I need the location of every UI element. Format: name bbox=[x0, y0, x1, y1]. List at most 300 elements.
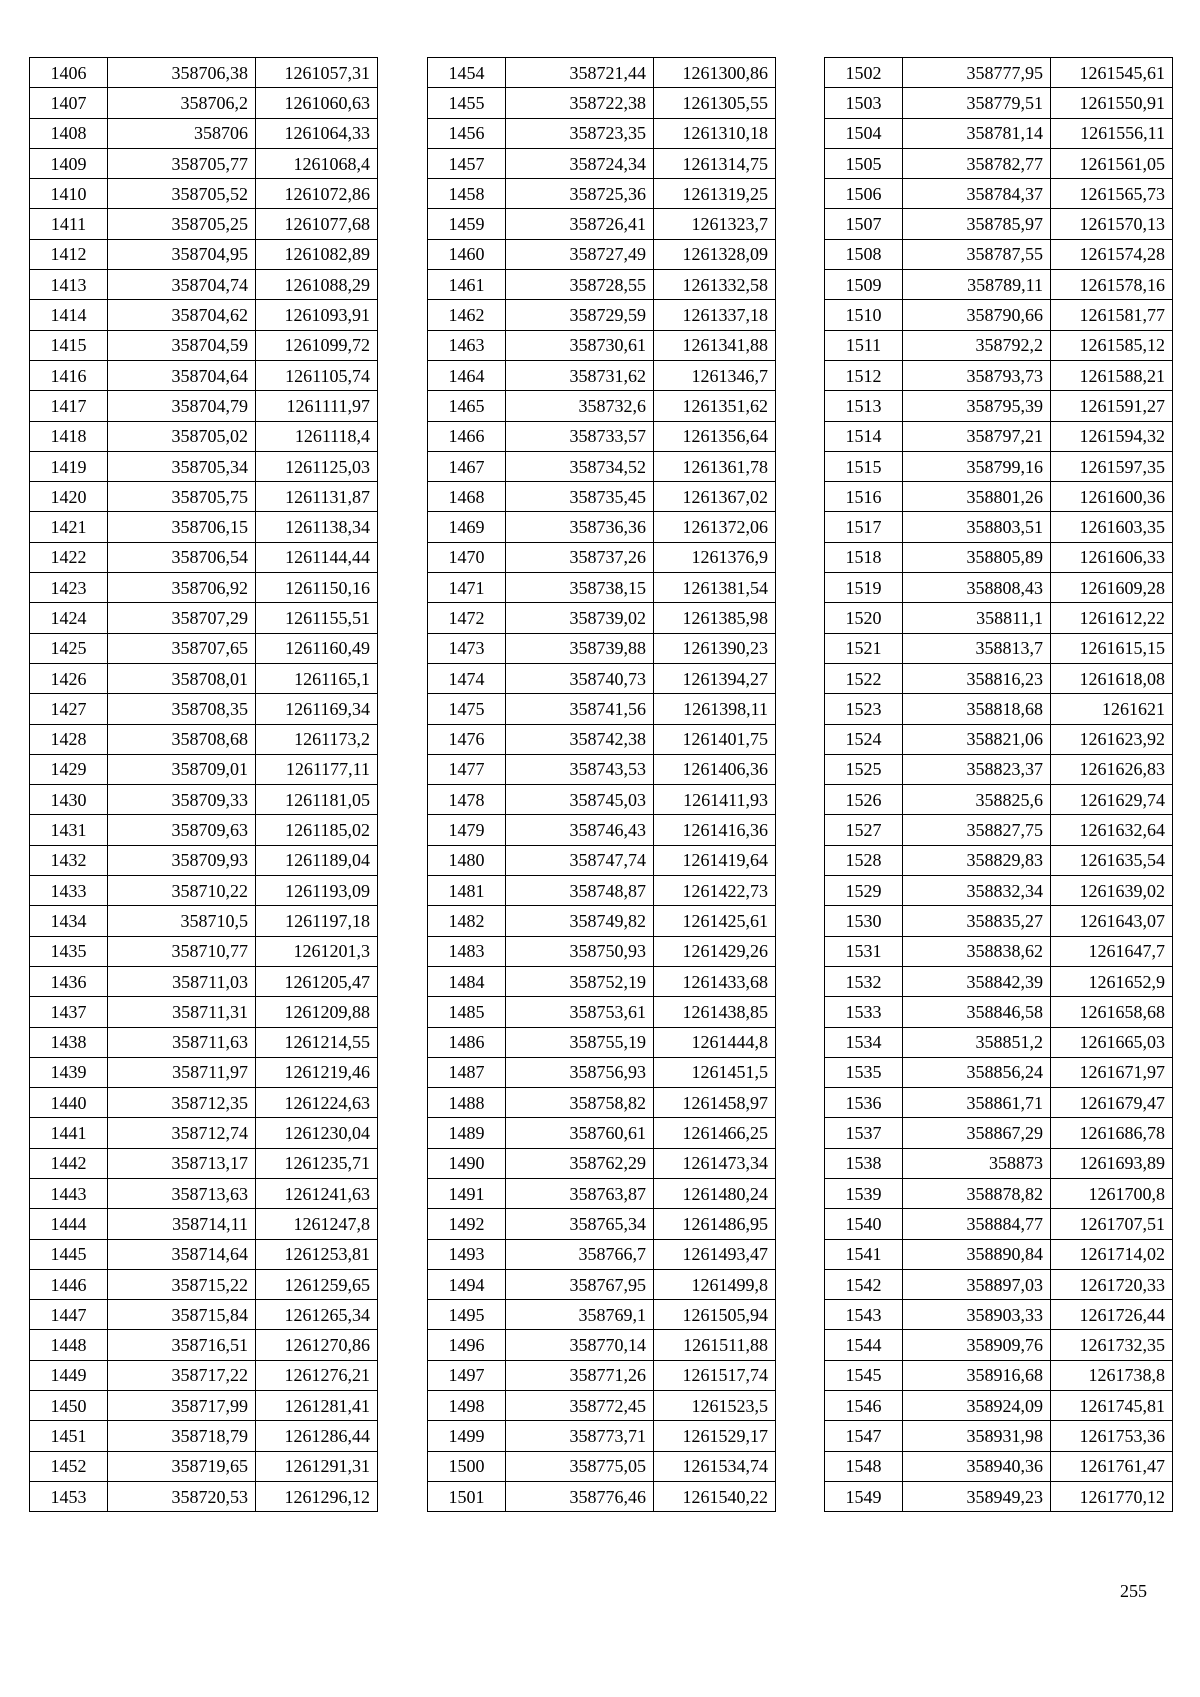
y-coordinate-cell: 1261416,36 bbox=[654, 815, 776, 845]
y-coordinate-cell: 1261561,05 bbox=[1051, 148, 1173, 178]
table-row bbox=[30, 209, 378, 239]
table-row bbox=[30, 1269, 378, 1299]
y-coordinate-cell: 1261629,74 bbox=[1051, 785, 1173, 815]
x-coordinate-cell: 358838,62 bbox=[903, 936, 1051, 966]
x-coordinate-cell: 358811,1 bbox=[903, 603, 1051, 633]
y-coordinate-cell: 1261652,9 bbox=[1051, 966, 1173, 996]
point-number-cell: 1460 bbox=[428, 239, 506, 269]
y-coordinate-cell: 1261351,62 bbox=[654, 391, 776, 421]
point-number-cell: 1446 bbox=[30, 1269, 108, 1299]
table-row bbox=[428, 239, 776, 269]
x-coordinate-cell: 358714,64 bbox=[108, 1239, 256, 1269]
y-coordinate-cell: 1261609,28 bbox=[1051, 573, 1173, 603]
table-row bbox=[30, 118, 378, 148]
x-coordinate-cell: 358722,38 bbox=[506, 88, 654, 118]
x-coordinate-cell: 358746,43 bbox=[506, 815, 654, 845]
y-coordinate-cell: 1261072,86 bbox=[256, 179, 378, 209]
table-row bbox=[428, 148, 776, 178]
point-number-cell: 1544 bbox=[825, 1330, 903, 1360]
point-number-cell: 1483 bbox=[428, 936, 506, 966]
table-row bbox=[30, 1178, 378, 1208]
point-number-cell: 1443 bbox=[30, 1178, 108, 1208]
x-coordinate-cell: 358832,34 bbox=[903, 876, 1051, 906]
table-row bbox=[428, 1057, 776, 1087]
y-coordinate-cell: 1261618,08 bbox=[1051, 663, 1173, 693]
table-row bbox=[825, 239, 1173, 269]
y-coordinate-cell: 1261693,89 bbox=[1051, 1148, 1173, 1178]
x-coordinate-cell: 358705,25 bbox=[108, 209, 256, 239]
table-row bbox=[30, 542, 378, 572]
table-row bbox=[825, 482, 1173, 512]
x-coordinate-cell: 358736,36 bbox=[506, 512, 654, 542]
point-number-cell: 1455 bbox=[428, 88, 506, 118]
point-number-cell: 1522 bbox=[825, 663, 903, 693]
x-coordinate-cell: 358735,45 bbox=[506, 482, 654, 512]
table-row bbox=[428, 58, 776, 88]
point-number-cell: 1474 bbox=[428, 663, 506, 693]
point-number-cell: 1448 bbox=[30, 1330, 108, 1360]
y-coordinate-cell: 1261585,12 bbox=[1051, 330, 1173, 360]
y-coordinate-cell: 1261753,36 bbox=[1051, 1421, 1173, 1451]
table-row bbox=[30, 1360, 378, 1390]
point-number-cell: 1501 bbox=[428, 1481, 506, 1511]
x-coordinate-cell: 358713,17 bbox=[108, 1148, 256, 1178]
point-number-cell: 1450 bbox=[30, 1391, 108, 1421]
point-number-cell: 1482 bbox=[428, 906, 506, 936]
y-coordinate-cell: 1261738,8 bbox=[1051, 1360, 1173, 1390]
y-coordinate-cell: 1261281,41 bbox=[256, 1391, 378, 1421]
x-coordinate-cell: 358704,79 bbox=[108, 391, 256, 421]
point-number-cell: 1461 bbox=[428, 270, 506, 300]
x-coordinate-cell: 358750,93 bbox=[506, 936, 654, 966]
point-number-cell: 1428 bbox=[30, 724, 108, 754]
x-coordinate-cell: 358779,51 bbox=[903, 88, 1051, 118]
table-row bbox=[825, 1148, 1173, 1178]
table-row bbox=[428, 906, 776, 936]
y-coordinate-cell: 1261451,5 bbox=[654, 1057, 776, 1087]
point-number-cell: 1514 bbox=[825, 421, 903, 451]
table-row bbox=[825, 1360, 1173, 1390]
point-number-cell: 1539 bbox=[825, 1178, 903, 1208]
x-coordinate-cell: 358775,05 bbox=[506, 1451, 654, 1481]
x-coordinate-cell: 358704,95 bbox=[108, 239, 256, 269]
point-number-cell: 1540 bbox=[825, 1209, 903, 1239]
point-number-cell: 1473 bbox=[428, 633, 506, 663]
table-row bbox=[428, 845, 776, 875]
y-coordinate-cell: 1261241,63 bbox=[256, 1178, 378, 1208]
table-row bbox=[825, 573, 1173, 603]
table-row bbox=[30, 997, 378, 1027]
table-row bbox=[30, 270, 378, 300]
table-row bbox=[825, 58, 1173, 88]
y-coordinate-cell: 1261189,04 bbox=[256, 845, 378, 875]
x-coordinate-cell: 358795,39 bbox=[903, 391, 1051, 421]
y-coordinate-cell: 1261540,22 bbox=[654, 1481, 776, 1511]
point-number-cell: 1516 bbox=[825, 482, 903, 512]
y-coordinate-cell: 1261337,18 bbox=[654, 300, 776, 330]
table-row bbox=[428, 88, 776, 118]
point-number-cell: 1465 bbox=[428, 391, 506, 421]
table-row bbox=[30, 663, 378, 693]
y-coordinate-cell: 1261473,34 bbox=[654, 1148, 776, 1178]
point-number-cell: 1477 bbox=[428, 754, 506, 784]
point-number-cell: 1407 bbox=[30, 88, 108, 118]
x-coordinate-cell: 358733,57 bbox=[506, 421, 654, 451]
point-number-cell: 1440 bbox=[30, 1088, 108, 1118]
x-coordinate-cell: 358740,73 bbox=[506, 663, 654, 693]
y-coordinate-cell: 1261181,05 bbox=[256, 785, 378, 815]
table-row bbox=[30, 633, 378, 663]
table-row bbox=[428, 966, 776, 996]
y-coordinate-cell: 1261235,71 bbox=[256, 1148, 378, 1178]
x-coordinate-cell: 358745,03 bbox=[506, 785, 654, 815]
x-coordinate-cell: 358742,38 bbox=[506, 724, 654, 754]
table-row bbox=[30, 1088, 378, 1118]
table-row bbox=[428, 270, 776, 300]
x-coordinate-cell: 358708,01 bbox=[108, 663, 256, 693]
x-coordinate-cell: 358762,29 bbox=[506, 1148, 654, 1178]
table-row bbox=[428, 815, 776, 845]
table-row bbox=[30, 330, 378, 360]
table-row bbox=[428, 512, 776, 542]
point-number-cell: 1486 bbox=[428, 1027, 506, 1057]
point-number-cell: 1463 bbox=[428, 330, 506, 360]
point-number-cell: 1512 bbox=[825, 360, 903, 390]
point-number-cell: 1411 bbox=[30, 209, 108, 239]
table-row bbox=[825, 1178, 1173, 1208]
point-number-cell: 1533 bbox=[825, 997, 903, 1027]
y-coordinate-cell: 1261372,06 bbox=[654, 512, 776, 542]
table-row bbox=[825, 451, 1173, 481]
table-row bbox=[825, 330, 1173, 360]
x-coordinate-cell: 358727,49 bbox=[506, 239, 654, 269]
y-coordinate-cell: 1261253,81 bbox=[256, 1239, 378, 1269]
x-coordinate-cell: 358710,22 bbox=[108, 876, 256, 906]
table-row bbox=[825, 724, 1173, 754]
table-row bbox=[428, 724, 776, 754]
x-coordinate-cell: 358743,53 bbox=[506, 754, 654, 784]
page-number: 255 bbox=[1120, 1581, 1147, 1601]
y-coordinate-cell: 1261639,02 bbox=[1051, 876, 1173, 906]
point-number-cell: 1500 bbox=[428, 1451, 506, 1481]
x-coordinate-cell: 358782,77 bbox=[903, 148, 1051, 178]
y-coordinate-cell: 1261581,77 bbox=[1051, 300, 1173, 330]
table-row bbox=[428, 1421, 776, 1451]
y-coordinate-cell: 1261125,03 bbox=[256, 451, 378, 481]
x-coordinate-cell: 358949,23 bbox=[903, 1481, 1051, 1511]
point-number-cell: 1406 bbox=[30, 58, 108, 88]
point-number-cell: 1536 bbox=[825, 1088, 903, 1118]
y-coordinate-cell: 1261480,24 bbox=[654, 1178, 776, 1208]
point-number-cell: 1538 bbox=[825, 1148, 903, 1178]
table-row bbox=[825, 997, 1173, 1027]
point-number-cell: 1431 bbox=[30, 815, 108, 845]
y-coordinate-cell: 1261588,21 bbox=[1051, 360, 1173, 390]
y-coordinate-cell: 1261165,1 bbox=[256, 663, 378, 693]
y-coordinate-cell: 1261658,68 bbox=[1051, 997, 1173, 1027]
x-coordinate-cell: 358720,53 bbox=[108, 1481, 256, 1511]
y-coordinate-cell: 1261105,74 bbox=[256, 360, 378, 390]
x-coordinate-cell: 358705,77 bbox=[108, 148, 256, 178]
x-coordinate-cell: 358721,44 bbox=[506, 58, 654, 88]
table-row bbox=[428, 785, 776, 815]
x-coordinate-cell: 358776,46 bbox=[506, 1481, 654, 1511]
y-coordinate-cell: 1261422,73 bbox=[654, 876, 776, 906]
x-coordinate-cell: 358797,21 bbox=[903, 421, 1051, 451]
table-row bbox=[30, 785, 378, 815]
y-coordinate-cell: 1261425,61 bbox=[654, 906, 776, 936]
x-coordinate-cell: 358741,56 bbox=[506, 694, 654, 724]
y-coordinate-cell: 1261726,44 bbox=[1051, 1300, 1173, 1330]
table-row bbox=[428, 482, 776, 512]
x-coordinate-cell: 358816,23 bbox=[903, 663, 1051, 693]
x-coordinate-cell: 358916,68 bbox=[903, 1360, 1051, 1390]
x-coordinate-cell: 358790,66 bbox=[903, 300, 1051, 330]
x-coordinate-cell: 358704,59 bbox=[108, 330, 256, 360]
y-coordinate-cell: 1261591,27 bbox=[1051, 391, 1173, 421]
y-coordinate-cell: 1261565,73 bbox=[1051, 179, 1173, 209]
table-row bbox=[825, 88, 1173, 118]
point-number-cell: 1532 bbox=[825, 966, 903, 996]
y-coordinate-cell: 1261621 bbox=[1051, 694, 1173, 724]
point-number-cell: 1518 bbox=[825, 542, 903, 572]
point-number-cell: 1528 bbox=[825, 845, 903, 875]
point-number-cell: 1426 bbox=[30, 663, 108, 693]
point-number-cell: 1427 bbox=[30, 694, 108, 724]
table-row bbox=[428, 603, 776, 633]
point-number-cell: 1508 bbox=[825, 239, 903, 269]
x-coordinate-cell: 358784,37 bbox=[903, 179, 1051, 209]
table-row bbox=[30, 360, 378, 390]
y-coordinate-cell: 1261493,47 bbox=[654, 1239, 776, 1269]
point-number-cell: 1531 bbox=[825, 936, 903, 966]
point-number-cell: 1413 bbox=[30, 270, 108, 300]
y-coordinate-cell: 1261770,12 bbox=[1051, 1481, 1173, 1511]
x-coordinate-cell: 358931,98 bbox=[903, 1421, 1051, 1451]
x-coordinate-cell: 358825,6 bbox=[903, 785, 1051, 815]
point-number-cell: 1530 bbox=[825, 906, 903, 936]
x-coordinate-cell: 358777,95 bbox=[903, 58, 1051, 88]
table-row bbox=[825, 936, 1173, 966]
y-coordinate-cell: 1261606,33 bbox=[1051, 542, 1173, 572]
x-coordinate-cell: 358753,61 bbox=[506, 997, 654, 1027]
table-row bbox=[30, 421, 378, 451]
table-row bbox=[30, 58, 378, 88]
y-coordinate-cell: 1261594,32 bbox=[1051, 421, 1173, 451]
x-coordinate-cell: 358799,16 bbox=[903, 451, 1051, 481]
table-row bbox=[428, 330, 776, 360]
table-row bbox=[30, 1300, 378, 1330]
x-coordinate-cell: 358706,15 bbox=[108, 512, 256, 542]
y-coordinate-cell: 1261499,8 bbox=[654, 1269, 776, 1299]
x-coordinate-cell: 358715,22 bbox=[108, 1269, 256, 1299]
point-number-cell: 1457 bbox=[428, 148, 506, 178]
table-row bbox=[428, 360, 776, 390]
table-row bbox=[825, 754, 1173, 784]
y-coordinate-cell: 1261300,86 bbox=[654, 58, 776, 88]
x-coordinate-cell: 358846,58 bbox=[903, 997, 1051, 1027]
table-row bbox=[428, 209, 776, 239]
point-number-cell: 1525 bbox=[825, 754, 903, 784]
x-coordinate-cell: 358724,34 bbox=[506, 148, 654, 178]
x-coordinate-cell: 358739,02 bbox=[506, 603, 654, 633]
y-coordinate-cell: 1261444,8 bbox=[654, 1027, 776, 1057]
y-coordinate-cell: 1261511,88 bbox=[654, 1330, 776, 1360]
table-row bbox=[825, 300, 1173, 330]
table-row bbox=[428, 300, 776, 330]
point-number-cell: 1436 bbox=[30, 966, 108, 996]
x-coordinate-cell: 358706,2 bbox=[108, 88, 256, 118]
y-coordinate-cell: 1261761,47 bbox=[1051, 1451, 1173, 1481]
table-row bbox=[428, 451, 776, 481]
point-number-cell: 1504 bbox=[825, 118, 903, 148]
y-coordinate-cell: 1261745,81 bbox=[1051, 1391, 1173, 1421]
point-number-cell: 1432 bbox=[30, 845, 108, 875]
point-number-cell: 1441 bbox=[30, 1118, 108, 1148]
table-row bbox=[30, 1209, 378, 1239]
table-row bbox=[825, 421, 1173, 451]
x-coordinate-cell: 358705,75 bbox=[108, 482, 256, 512]
x-coordinate-cell: 358765,34 bbox=[506, 1209, 654, 1239]
point-number-cell: 1422 bbox=[30, 542, 108, 572]
table-row bbox=[30, 845, 378, 875]
table-row bbox=[30, 148, 378, 178]
y-coordinate-cell: 1261319,25 bbox=[654, 179, 776, 209]
point-number-cell: 1464 bbox=[428, 360, 506, 390]
point-number-cell: 1484 bbox=[428, 966, 506, 996]
y-coordinate-cell: 1261077,68 bbox=[256, 209, 378, 239]
point-number-cell: 1421 bbox=[30, 512, 108, 542]
point-number-cell: 1545 bbox=[825, 1360, 903, 1390]
table-row bbox=[825, 876, 1173, 906]
y-coordinate-cell: 1261626,83 bbox=[1051, 754, 1173, 784]
x-coordinate-cell: 358709,93 bbox=[108, 845, 256, 875]
table-row bbox=[30, 512, 378, 542]
y-coordinate-cell: 1261205,47 bbox=[256, 966, 378, 996]
x-coordinate-cell: 358821,06 bbox=[903, 724, 1051, 754]
point-number-cell: 1451 bbox=[30, 1421, 108, 1451]
x-coordinate-cell: 358909,76 bbox=[903, 1330, 1051, 1360]
table-row bbox=[428, 694, 776, 724]
y-coordinate-cell: 1261411,93 bbox=[654, 785, 776, 815]
y-coordinate-cell: 1261160,49 bbox=[256, 633, 378, 663]
point-number-cell: 1471 bbox=[428, 573, 506, 603]
y-coordinate-cell: 1261247,8 bbox=[256, 1209, 378, 1239]
point-number-cell: 1527 bbox=[825, 815, 903, 845]
y-coordinate-cell: 1261118,4 bbox=[256, 421, 378, 451]
table-row bbox=[30, 603, 378, 633]
point-number-cell: 1506 bbox=[825, 179, 903, 209]
y-coordinate-cell: 1261550,91 bbox=[1051, 88, 1173, 118]
point-number-cell: 1537 bbox=[825, 1118, 903, 1148]
y-coordinate-cell: 1261064,33 bbox=[256, 118, 378, 148]
table-row bbox=[30, 451, 378, 481]
point-number-cell: 1485 bbox=[428, 997, 506, 1027]
y-coordinate-cell: 1261177,11 bbox=[256, 754, 378, 784]
table-row bbox=[825, 209, 1173, 239]
point-number-cell: 1478 bbox=[428, 785, 506, 815]
table-row bbox=[825, 1057, 1173, 1087]
point-number-cell: 1472 bbox=[428, 603, 506, 633]
point-number-cell: 1520 bbox=[825, 603, 903, 633]
table-row bbox=[428, 179, 776, 209]
table-row bbox=[30, 1148, 378, 1178]
table-row bbox=[825, 906, 1173, 936]
y-coordinate-cell: 1261556,11 bbox=[1051, 118, 1173, 148]
y-coordinate-cell: 1261144,44 bbox=[256, 542, 378, 572]
x-coordinate-cell: 358781,14 bbox=[903, 118, 1051, 148]
y-coordinate-cell: 1261623,92 bbox=[1051, 724, 1173, 754]
point-number-cell: 1517 bbox=[825, 512, 903, 542]
point-number-cell: 1476 bbox=[428, 724, 506, 754]
y-coordinate-cell: 1261209,88 bbox=[256, 997, 378, 1027]
point-number-cell: 1509 bbox=[825, 270, 903, 300]
y-coordinate-cell: 1261679,47 bbox=[1051, 1088, 1173, 1118]
x-coordinate-cell: 358884,77 bbox=[903, 1209, 1051, 1239]
table-row bbox=[30, 1481, 378, 1511]
x-coordinate-cell: 358714,11 bbox=[108, 1209, 256, 1239]
y-coordinate-cell: 1261323,7 bbox=[654, 209, 776, 239]
point-number-cell: 1462 bbox=[428, 300, 506, 330]
x-coordinate-cell: 358789,11 bbox=[903, 270, 1051, 300]
y-coordinate-cell: 1261201,3 bbox=[256, 936, 378, 966]
y-coordinate-cell: 1261632,64 bbox=[1051, 815, 1173, 845]
x-coordinate-cell: 358705,34 bbox=[108, 451, 256, 481]
point-number-cell: 1468 bbox=[428, 482, 506, 512]
table-row bbox=[428, 1209, 776, 1239]
y-coordinate-cell: 1261578,16 bbox=[1051, 270, 1173, 300]
y-coordinate-cell: 1261346,7 bbox=[654, 360, 776, 390]
x-coordinate-cell: 358732,6 bbox=[506, 391, 654, 421]
point-number-cell: 1495 bbox=[428, 1300, 506, 1330]
y-coordinate-cell: 1261466,25 bbox=[654, 1118, 776, 1148]
table-row bbox=[428, 1300, 776, 1330]
y-coordinate-cell: 1261082,89 bbox=[256, 239, 378, 269]
x-coordinate-cell: 358801,26 bbox=[903, 482, 1051, 512]
table-row bbox=[30, 754, 378, 784]
x-coordinate-cell: 358773,71 bbox=[506, 1421, 654, 1451]
y-coordinate-cell: 1261486,95 bbox=[654, 1209, 776, 1239]
point-number-cell: 1521 bbox=[825, 633, 903, 663]
table-row bbox=[825, 1027, 1173, 1057]
y-coordinate-cell: 1261291,31 bbox=[256, 1451, 378, 1481]
y-coordinate-cell: 1261057,31 bbox=[256, 58, 378, 88]
x-coordinate-cell: 358763,87 bbox=[506, 1178, 654, 1208]
point-number-cell: 1419 bbox=[30, 451, 108, 481]
y-coordinate-cell: 1261185,02 bbox=[256, 815, 378, 845]
table-row bbox=[825, 1421, 1173, 1451]
y-coordinate-cell: 1261296,12 bbox=[256, 1481, 378, 1511]
point-number-cell: 1494 bbox=[428, 1269, 506, 1299]
table-row bbox=[30, 694, 378, 724]
table-row bbox=[30, 573, 378, 603]
point-number-cell: 1491 bbox=[428, 1178, 506, 1208]
point-number-cell: 1548 bbox=[825, 1451, 903, 1481]
point-number-cell: 1466 bbox=[428, 421, 506, 451]
table-row bbox=[30, 966, 378, 996]
point-number-cell: 1425 bbox=[30, 633, 108, 663]
y-coordinate-cell: 1261534,74 bbox=[654, 1451, 776, 1481]
x-coordinate-cell: 358873 bbox=[903, 1148, 1051, 1178]
x-coordinate-cell: 358709,33 bbox=[108, 785, 256, 815]
x-coordinate-cell: 358897,03 bbox=[903, 1269, 1051, 1299]
y-coordinate-cell: 1261615,15 bbox=[1051, 633, 1173, 663]
table-row bbox=[825, 179, 1173, 209]
y-coordinate-cell: 1261419,64 bbox=[654, 845, 776, 875]
y-coordinate-cell: 1261643,07 bbox=[1051, 906, 1173, 936]
table-row bbox=[825, 1269, 1173, 1299]
table-row bbox=[825, 1209, 1173, 1239]
